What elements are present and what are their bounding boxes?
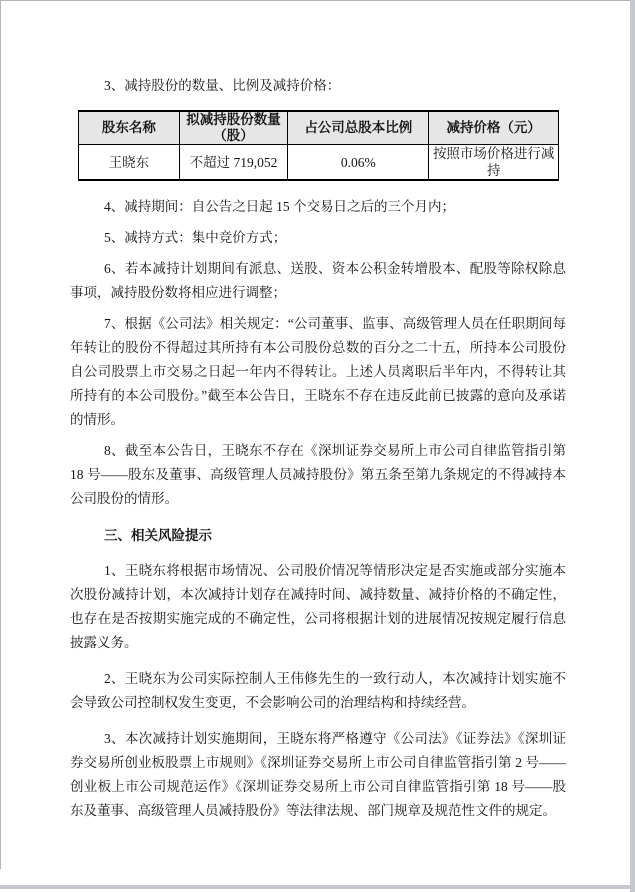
cell-reduction-price: 按照市场价格进行减持	[429, 145, 559, 181]
item-8-paragraph: 8、截至本公告日，王晓东不存在《深圳证券交易所上市公司自律监管指引第 18 号——股东及董事、高级管理人员减持股份》第五条至第九条规定的不得减持本公司股份的情形。	[70, 443, 566, 506]
header-planned-quantity: 拟减持股份数量（股）	[179, 111, 287, 145]
document-body	[70, 74, 566, 835]
page-edge-top	[0, 0, 631, 1]
table-row	[79, 145, 559, 181]
cell-planned-quantity: 不超过 719,052	[179, 145, 287, 181]
cell-capital-ratio: 0.06%	[288, 145, 429, 181]
header-capital-ratio: 占公司总股本比例	[288, 111, 429, 145]
header-shareholder-name: 股东名称	[79, 111, 180, 145]
reduction-plan-table	[78, 110, 559, 181]
page-edge-bottom	[0, 885, 635, 889]
item-4-paragraph: 4、减持期间：自公告之日起 15 个交易日之后的三个月内；	[104, 199, 455, 214]
page-edge-left	[0, 0, 1, 869]
risk-item-1-paragraph: 1、王晓东将根据市场情况、公司股价情况等情形决定是否实施或部分实施本次股份减持计划，本次减持计划存在减持时间、减持数量、减持价格的不确定性，也存在是否按期实施完成的不确定性，公司将根据计划的进展情况按规定履行信息披露义务。	[70, 563, 566, 650]
item-3-heading: 3、减持股份的数量、比例及减持价格：	[104, 78, 341, 93]
item-6-paragraph: 6、若本减持计划期间有派息、送股、资本公积金转增股本、配股等除权除息事项，减持股份数将相应进行调整；	[70, 261, 566, 300]
cell-shareholder-name: 王晓东	[79, 145, 180, 181]
risk-section-heading: 三、相关风险提示	[104, 528, 212, 543]
table-header-row	[79, 111, 559, 145]
item-5-paragraph: 5、减持方式：集中竞价方式；	[104, 230, 287, 245]
item-7-paragraph: 7、根据《公司法》相关规定：“公司董事、监事、高级管理人员在任职期间每年转让的股份不得超过其所持有本公司股份总数的百分之二十五，所持本公司股份自公司股票上市交易之日起一年内不得转让。上述人员离职后半年内，不得转让其所持有的本公司股份。”截至本公告日，王晓东不存在违反此前已披露的意向及承诺的情形。	[70, 316, 566, 427]
risk-item-2-paragraph: 2、王晓东为公司实际控制人王伟修先生的一致行动人，本次减持计划实施不会导致公司控制权发生变更，不会影响公司的治理结构和持续经营。	[70, 671, 566, 710]
header-reduction-price: 减持价格（元）	[429, 111, 559, 145]
risk-item-3-paragraph: 3、本次减持计划实施期间，王晓东将严格遵守《公司法》《证券法》《深圳证券交易所创业板股票上市规则》《深圳证券交易所上市公司自律监管指引第 2 号——创业板上市公司规范运作》《深圳证券交易所上市公司自律监管指引第 18 号——股东及董事、高级管理人员减持股份》等法律法规、部门规章及规范性文件的规定。	[70, 731, 566, 818]
page-edge-right	[630, 0, 635, 892]
